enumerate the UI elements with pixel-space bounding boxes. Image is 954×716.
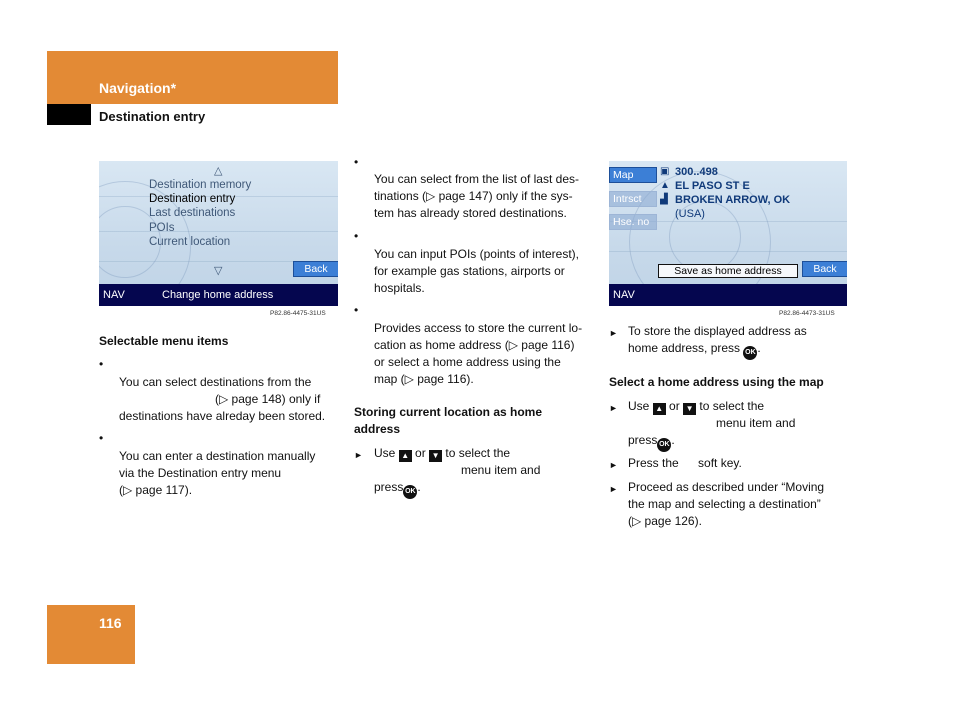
col2-bullet2: You can input POIs (points of interest), for example gas stations, airports or hospitals.	[374, 247, 580, 295]
nav-status-bar	[99, 284, 338, 306]
step-arrow-icon: ►	[609, 328, 618, 338]
bullet-icon: •	[99, 431, 104, 445]
save-home-address-button[interactable]: Save as home address	[658, 264, 798, 278]
col3-step2: Use ▲ or ▼ to select the menu item and press OK .	[628, 398, 853, 452]
ok-key-icon: OK	[743, 346, 757, 360]
step-arrow-icon: ►	[354, 450, 363, 460]
bullet-icon: •	[354, 303, 359, 317]
nav-status-text: Change home address	[162, 289, 274, 301]
nav-label: NAV	[103, 289, 125, 301]
col2-bullet3: Provides access to store the current lo- cation as home address (▷ page 116) or select a home address using the map (▷ page 116).	[374, 321, 583, 386]
nav-label: NAV	[613, 289, 635, 301]
down-key-icon: ▼	[429, 450, 442, 462]
scroll-down-icon: ▽	[214, 265, 223, 277]
screen-right	[609, 161, 847, 306]
screen-left	[99, 161, 338, 306]
section-title: Navigation*	[99, 80, 177, 96]
col1-heading: Selectable menu items	[99, 334, 229, 348]
col3-step1: To store the displayed address as home address, press OK .	[628, 323, 853, 360]
city-icon: ▟	[660, 194, 668, 205]
col1-bullet1: You can select destinations from the (▷ page 148) only if destinations have alreday been stored.	[119, 375, 326, 423]
col1-bullet2: You can enter a destination manually via the Destination entry menu (▷ page 117).	[119, 449, 316, 497]
address-city: BROKEN ARROW, OK	[675, 194, 791, 206]
up-key-icon: ▲	[399, 450, 412, 462]
figure-id-right: P82.86-4473-31US	[779, 310, 835, 317]
col2-heading: Storing current location as home address	[354, 405, 543, 436]
page-number: 116	[99, 615, 122, 631]
menu-item-destination-entry[interactable]: Destination entry	[149, 193, 236, 205]
intersection-tab[interactable]: Intrsct	[609, 191, 657, 207]
street-icon: ▲	[660, 180, 670, 191]
address-street: EL PASO ST E	[675, 180, 750, 192]
ok-key-icon: OK	[657, 438, 671, 452]
down-key-icon: ▼	[683, 403, 696, 415]
menu-item-current-location[interactable]: Current location	[149, 236, 231, 248]
page-number-band	[47, 605, 135, 664]
bullet-icon: •	[99, 357, 104, 371]
col2-bullet1: You can select from the list of last des- tinations (▷ page 147) only if the sys- tem has already stored destinations.	[374, 172, 579, 220]
up-key-icon: ▲	[653, 403, 666, 415]
step-arrow-icon: ►	[609, 460, 618, 470]
bullet-icon: •	[354, 229, 359, 243]
col3-step4: Proceed as described under “Moving the map and selecting a destination” (▷ page 126).	[628, 480, 825, 528]
menu-item-destination-memory[interactable]: Destination memory	[149, 179, 252, 191]
scroll-up-icon: △	[214, 165, 223, 177]
col3-heading: Select a home address using the map	[609, 375, 824, 389]
header-band	[47, 51, 338, 104]
step-arrow-icon: ►	[609, 484, 618, 494]
black-tab	[47, 104, 91, 125]
menu-item-pois[interactable]: POIs	[149, 222, 175, 234]
map-tab[interactable]: Map	[609, 167, 657, 183]
step-arrow-icon: ►	[609, 403, 618, 413]
nav-status-bar	[609, 284, 847, 306]
figure-id-left: P82.86-4475-31US	[270, 310, 326, 317]
subsection-title: Destination entry	[99, 109, 206, 124]
address-country: (USA)	[675, 208, 705, 220]
ok-key-icon: OK	[403, 485, 417, 499]
back-softkey[interactable]: Back	[802, 261, 847, 277]
address-house-number: 300..498	[675, 166, 718, 178]
back-softkey[interactable]: Back	[293, 261, 338, 277]
bullet-icon: •	[354, 155, 359, 169]
house-number-icon: ▣	[660, 166, 670, 177]
col3-step3: Press the soft key.	[628, 456, 742, 470]
house-number-tab[interactable]: Hse. no	[609, 214, 657, 230]
menu-item-last-destinations[interactable]: Last destinations	[149, 207, 236, 219]
col2-step: Use ▲ or ▼ to select the menu item and press OK .	[374, 445, 599, 499]
